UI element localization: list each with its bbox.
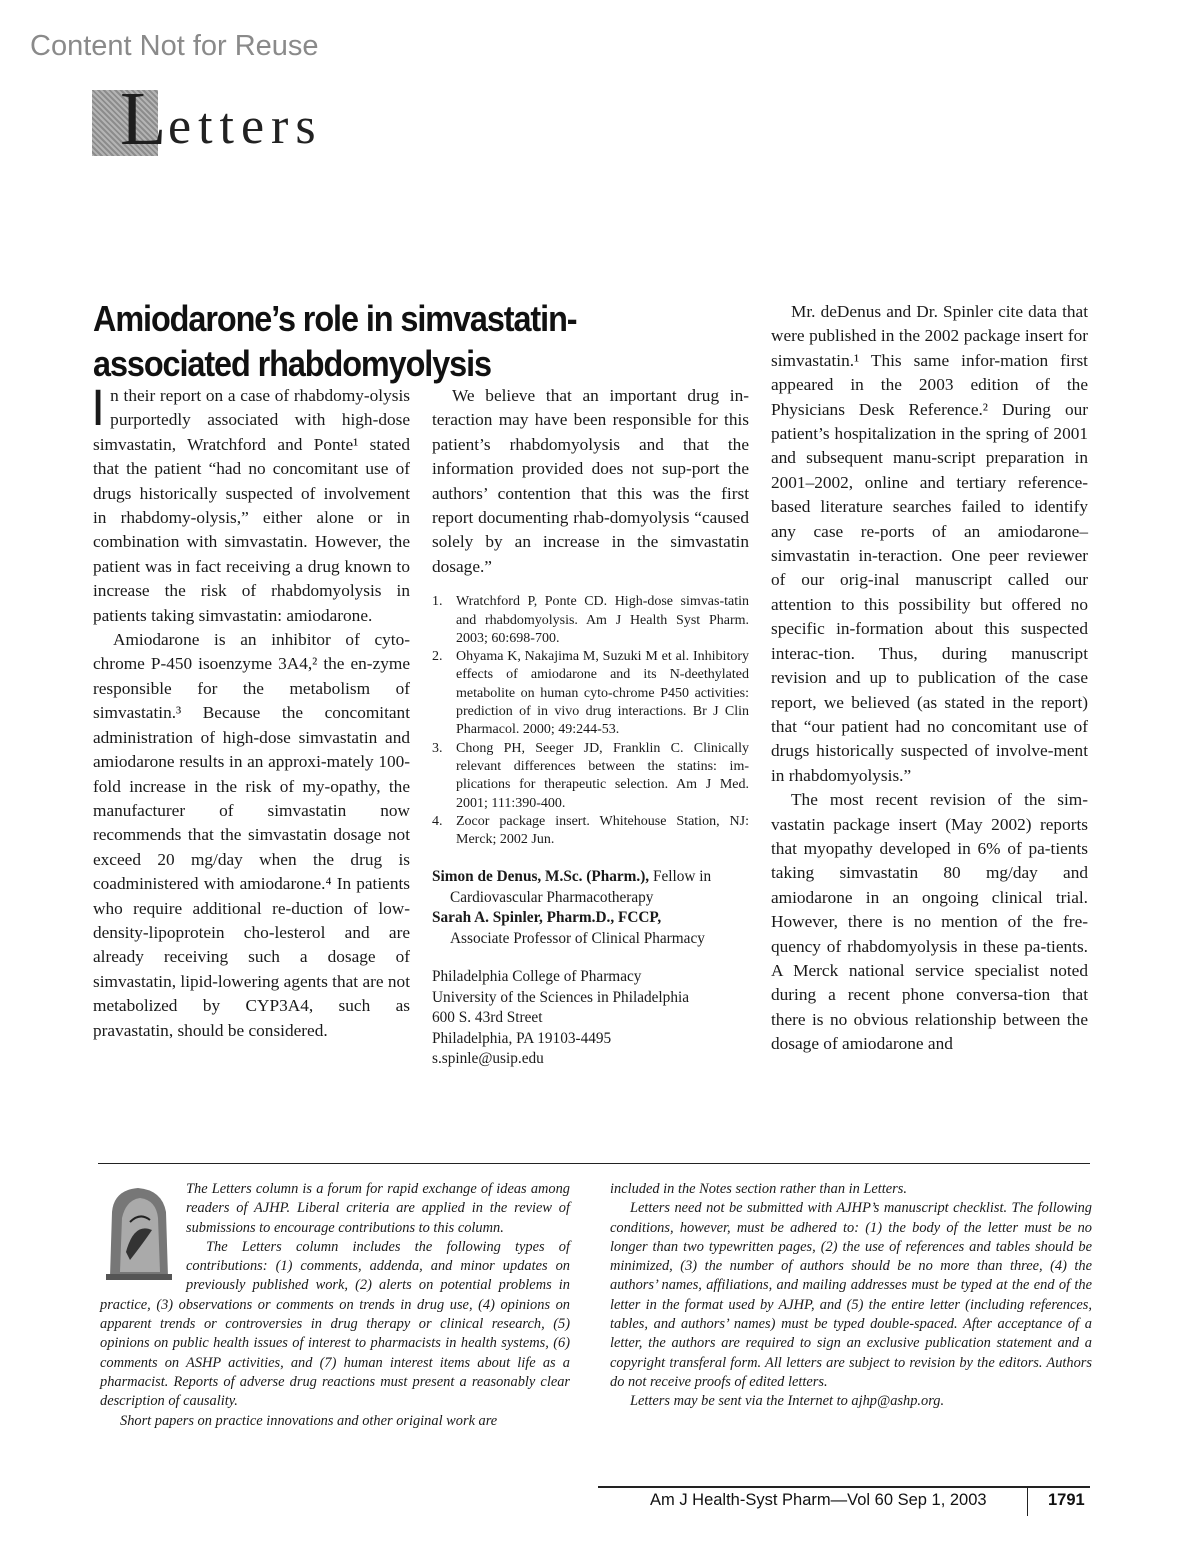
paragraph: Short papers on practice innovations and other original work are [120,1412,498,1429]
reference-text: Wratchford P, Ponte CD. High-dose simvas-tatin and rhabdomyolysis. Am J Health Syst Pharm. 2003; 60:698-700. [456,594,749,646]
reference-text: Ohyama K, Nakajima M, Suzuki M et al. Inhibitory effects of amiodarone and its N-deethylated metabolite on human cyto-chrome P450 activities: prediction of in vivo drug interactions. Br J Clin Pharmacol. 2000; 49:244-53. [456,649,749,738]
reference-item [432,740,749,813]
address-line: University of the Sciences in Philadelphia [432,988,690,1006]
reference-item [432,593,749,648]
paragraph: The Letters column includes the following types of contributions: (1) comments, addenda, and minor updates on previously published work, (2) alerts on potential problems in practice, (3) observations or comments on trends in drug use, (4) opinions on apparent trends or controversies in drug therapy or clinical research, (5) opinions on public health issues of interest to pharmacists in health systems, (6) comments on ASHP activities, and (7) human interest items about life as a pharmacist. Reports of adverse drug reactions must present a reasonably clear description of causality. [100,1238,570,1410]
reference-number: 2. [432,649,443,665]
address-line: 600 S. 43rd Street [432,1009,543,1027]
column-3 [771,300,1088,1057]
drop-cap: I [91,379,106,436]
author-block [432,867,749,949]
paragraph: The most recent revision of the sim-vastatin package insert (May 2002) reports that myopathy developed in 6% of pa-tients taking simvastatin 80 mg/day and amiodarone in an ongoing clinical trial. However, there is no mention of the fre-quency of rhabdomyolysis in these pa-tients. A Merck national service specialist noted during a recent phone conversa-tion that there is no obvious relationship between the dosage of amiodarone and [771,790,1088,1054]
column-2 [432,384,749,1070]
reference-item [432,813,749,850]
watermark: Content Not for Reuse [30,30,319,62]
author-line [432,867,749,888]
footer-separator [1027,1488,1028,1516]
letters-info-left [100,1180,570,1431]
journal-citation: Am J Health-Syst Pharm—Vol 60 Sep 1, 2003 [650,1491,987,1509]
column-1 [91,379,410,1043]
address-line: Philadelphia, PA 19103-4495 [432,1029,612,1047]
paragraph: Letters may be sent via the Internet to ajhp@ashp.org. [630,1393,945,1410]
page-number: 1791 [1048,1491,1085,1509]
reference-number: 4. [432,813,443,829]
paragraph [91,379,410,628]
article-headline: Amiodarone’s role in simvastatin-associated rhabdomyolysis [93,298,577,384]
divider [98,1163,1090,1164]
statue-icon [100,1182,178,1282]
footer-rule [598,1486,1090,1488]
paragraph: included in the Notes section rather than in Letters. [610,1181,907,1197]
author-title: Cardiovascular Pharmacotherapy [450,888,654,906]
address-line: Philadelphia College of Pharmacy [432,968,642,986]
author-name: Simon de Denus, M.Sc. (Pharm.), [432,868,650,886]
author-name: Sarah A. Spinler, Pharm.D., FCCP, [432,909,662,927]
reference-text: Chong PH, Seeger JD, Franklin C. Clinically relevant differences between the statins: im-plications for therapeutic selection. Am J Med. 2001; 111:390-400. [456,740,749,811]
reference-list [432,593,749,849]
paragraph: The Letters column is a forum for rapid exchange of ideas among readers of AJHP. Liberal criteria are applied in the review of submissions to encourage contributions to this column. [186,1181,570,1236]
paragraph: We believe that an important drug in-teraction may have been responsible for this patient’s rhabdomyolysis and that the information provided does not sup-port the authors’ contention that this was the first report documenting rhab-domyolysis “caused solely by an increase in the simvastatin dosage.” [432,386,749,576]
reference-number: 1. [432,594,443,610]
masthead-title: etters [168,98,323,155]
author-title: Associate Professor of Clinical Pharmacy [450,929,705,947]
reference-text: Zocor package insert. Whitehouse Station, NJ: Merck; 2002 Jun. [456,813,749,848]
paragraph: Letters need not be submitted with AJHP’s manuscript checklist. The following conditions, however, must be adhered to: (1) the body of the letter must be no longer than two typewritten pages, (2) the use of references and tables should be minimized, (3) the number of authors should be no more than three, (4) the authors’ names, affiliations, and mailing addresses must be typed at the end of the letter in the format used by AJHP, and (5) the entire letter (including references, tables, and authors’ names) must be typed double-spaced. After acceptance of a letter, the authors are required to sign an exclusive publication statement and a copyright transferal form. All letters are subject to revision by the editors. Authors do not receive proofs of edited letters. [610,1200,1092,1390]
reference-item [432,648,749,739]
reference-number: 3. [432,740,443,756]
masthead-initial: L [120,77,169,161]
author-address [432,967,749,1070]
paragraph: Mr. deDenus and Dr. Spinler cite data that were published in the 2002 package insert for simvastatin.¹ This same infor-mation first appeared in the 2003 edition of the Physicians Desk Reference.² During our patient’s hospitalization in the spring of 2001 and subsequent manu-script preparation in 2001–2002, online and tertiary reference-based literature searches failed to identify any case re-ports of an amiodarone–simvastatin in-teraction. One peer reviewer of our orig-inal manuscript called our attention to this possibility but offered no specific in-formation about this suspected interac-tion. Thus, during manuscript revision and up to publication of the case report, we believed (as stated in the report) that “our patient had no concomitant use of drugs historically suspected of involve-ment in rhabdomyolysis.” [771,302,1088,785]
paragraph: Amiodarone is an inhibitor of cyto-chrome P-450 isoenzyme 3A4,² the en-zyme responsible for the metabolism of simvastatin.³ Because the concomitant administration of high-dose simvastatin and amiodarone results in an approxi-mately 100-fold increase in the risk of my-opathy, the manufacturer of simvastatin now recommends that the simvastatin dosage not exceed 20 mg/day when the drug is coadministered with amiodarone.⁴ In patients who require additional re-duction of low-density-lipoprotein cho-lesterol and are already receiving such a dosage of simvastatin, lipid-lowering agents that are not metabolized by CYP3A4, such as pravastatin, should be considered. [93,630,410,1040]
author-email: s.spinle@usip.edu [432,1050,544,1068]
paragraph-text: n their report on a case of rhabdomy-olysis purportedly associated with high-dose simvastatin, Wratchford and Ponte¹ stated that the patient “had no concomitant use of drugs historically suspected of involvement in rhabdomy-olysis,” either alone or in combination with simvastatin. However, the patient was in fact receiving a drug known to increase the risk of rhabdomyolysis in patients taking simvastatin: amiodarone. [93,386,410,625]
letters-info-right [610,1180,1092,1412]
author-title: Fellow in [649,868,712,886]
